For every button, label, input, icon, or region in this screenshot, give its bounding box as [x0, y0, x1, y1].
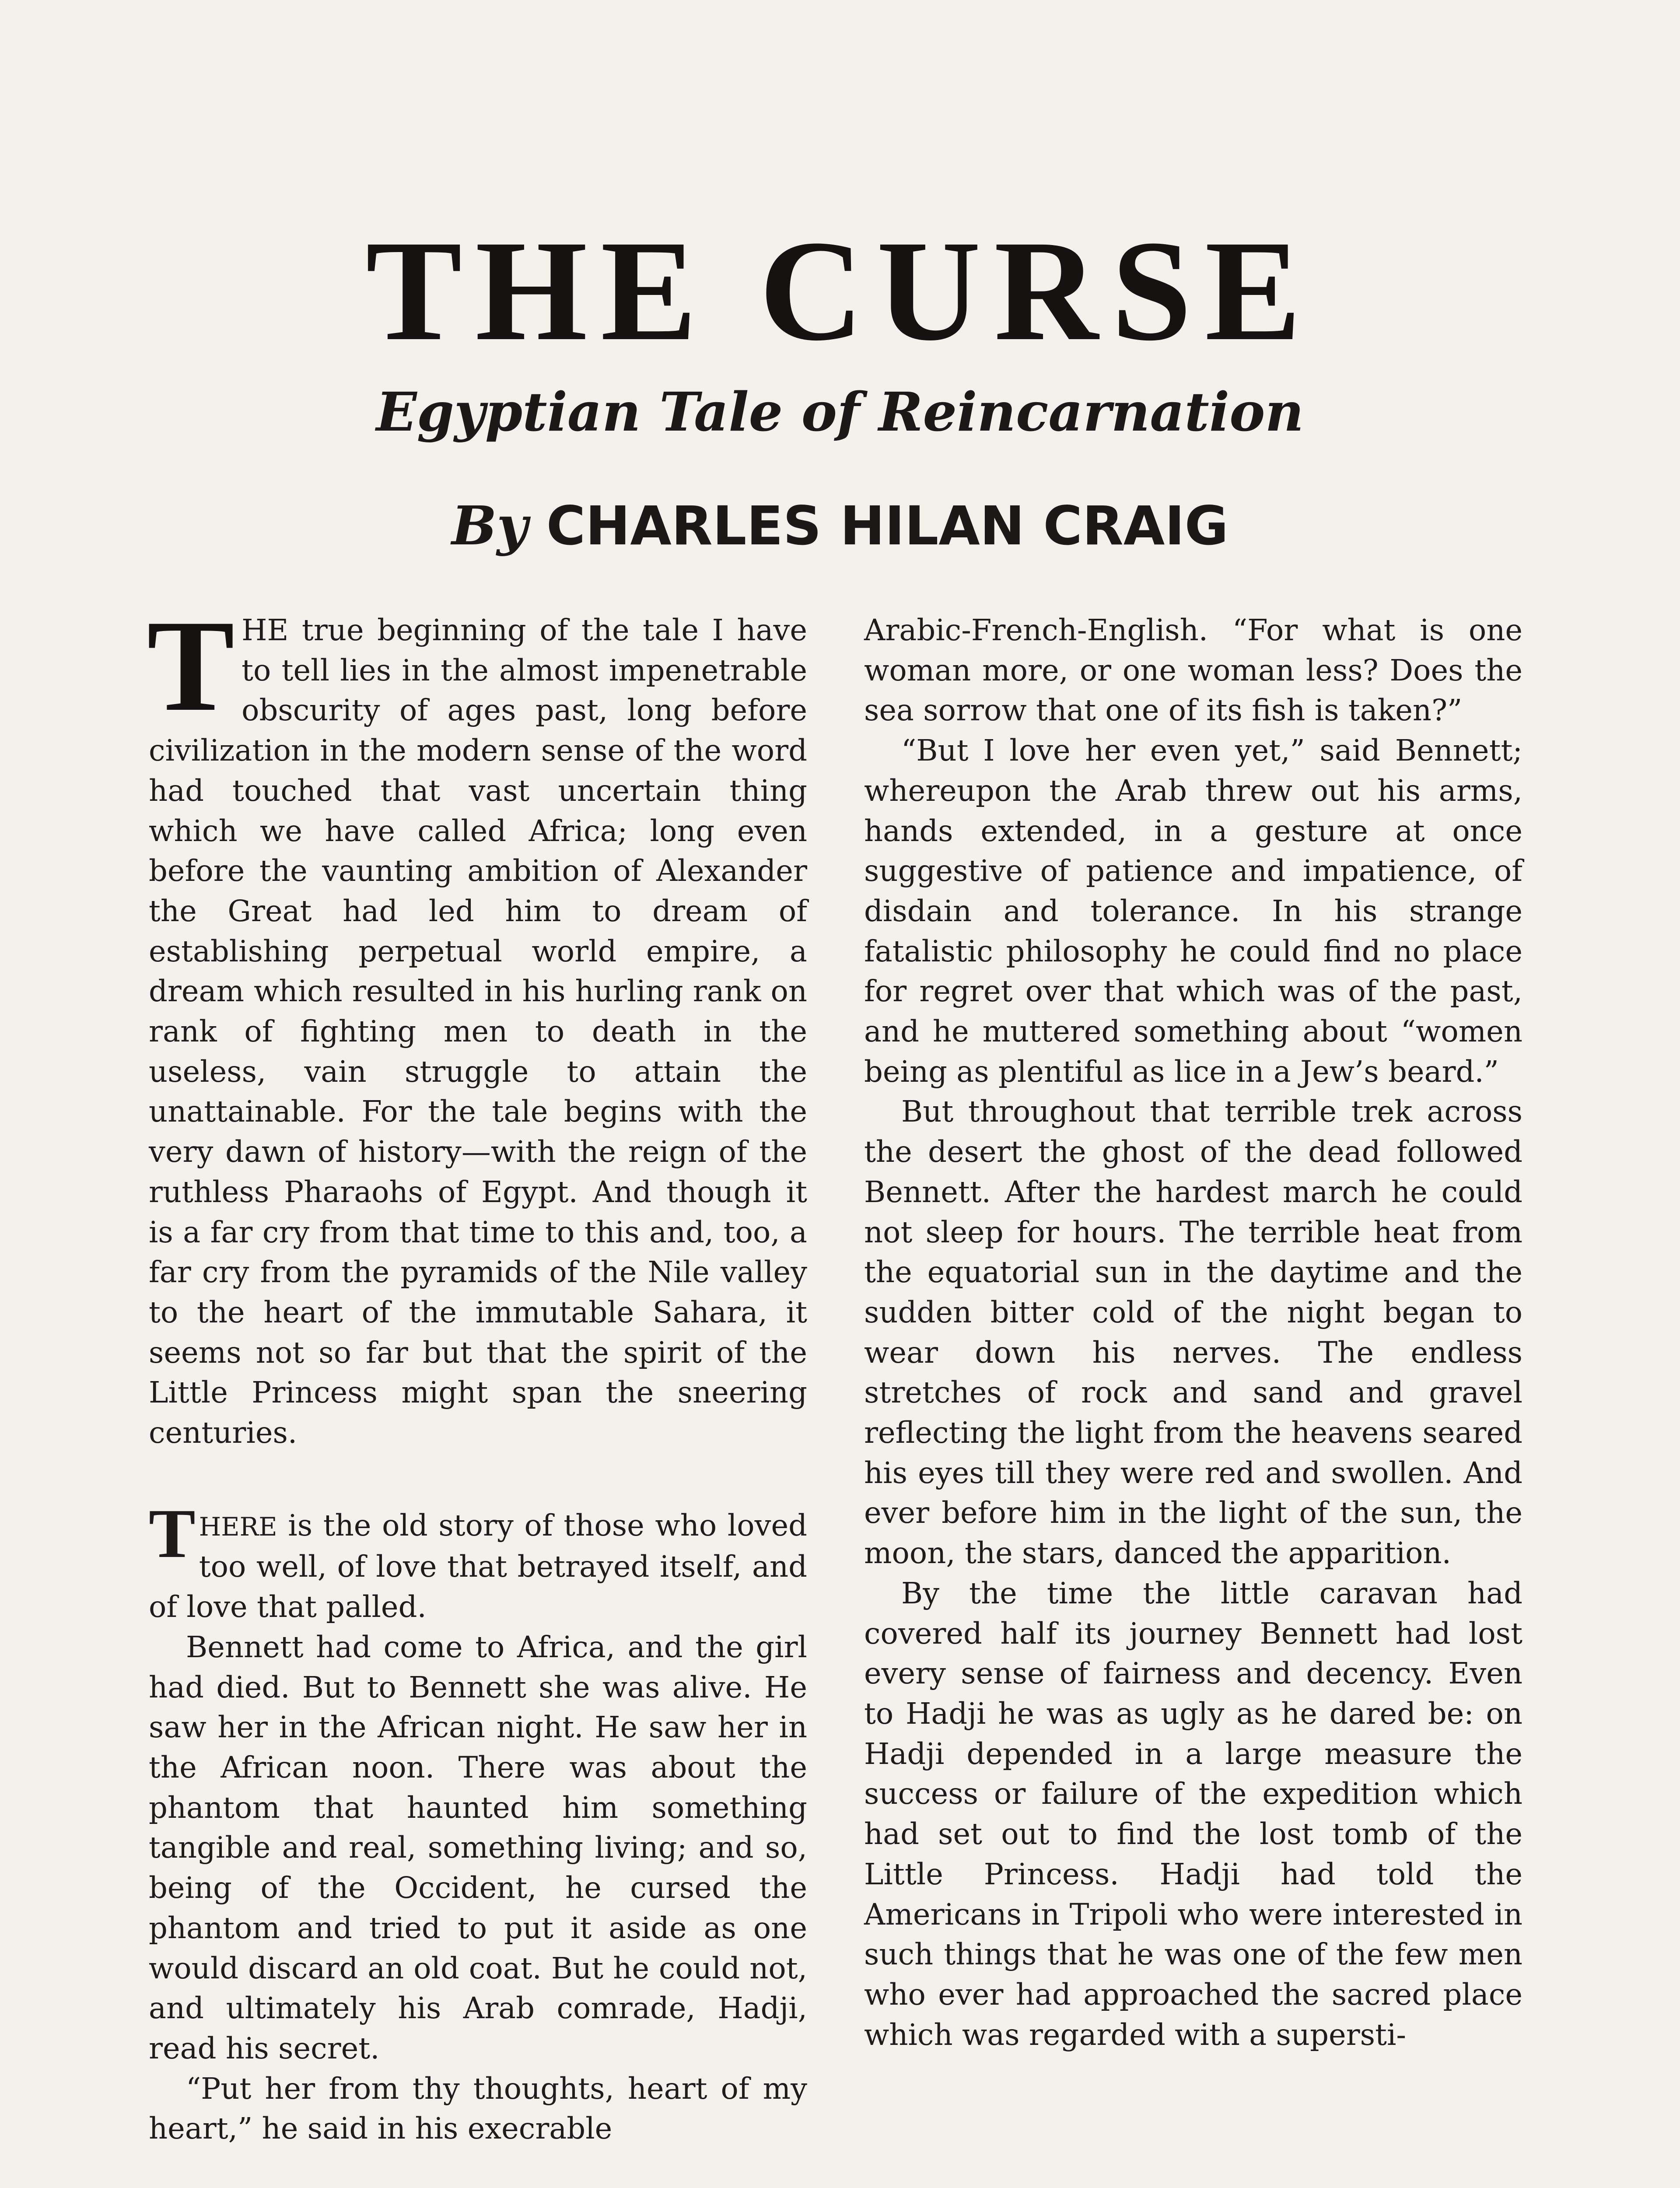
drop-cap: T [147, 593, 235, 738]
section-smallcaps: HERE [199, 1511, 277, 1542]
article-subtitle: Egyptian Tale of Reincarnation [376, 380, 1304, 443]
paragraph: Bennett had come to Africa, and the girl had died. But to Bennett she was alive. He saw her in the African night. He saw her in the African noon. There was about the phantom that haunted him something tangible and real, something living; and so, being of the Occident, he cursed the phantom and tried to put it aside as one would discard an old coat. But he could not, and ultimately his Arab comrade, Hadji, read his secret. [149, 1630, 807, 2065]
paragraph: By the time the little caravan had covered half its journey Bennett had lost every sense of fairness and decency. Even to Hadji he was as ugly as he dared be: on Hadji depended in a large measure the success or failure of the expedition which had set out to find the lost tomb of the Little Princess. Hadji had told the Americans in Tripoli who were interested in such things that he was one of the few men who ever had approached the sacred place which was regarded with a supersti- [864, 1576, 1522, 2052]
opening-paragraph-text: HE true beginning of the tale I have to tell lies in the almost impenetrable obscurity of ages past, long before civilization in the modern sense of the word had touched that vast uncertain thing which we have called Africa; long even before the vaunting ambition of Alexander the Great had led him to dream of establishing perpetual world empire, a dream which resulted in his hurling rank on rank of fighting men to death in the useless, vain struggle to attain the unattainable. For the tale begins with the very dawn of history—with the reign of the ruthless Pharaohs of Egypt. And though it is a far cry from that time to this and, too, a far cry from the pyramids of the Nile valley to the heart of the immutable Sahara, it seems not so far but that the spirit of the Little Princess might span the sneering centuries. [149, 613, 807, 1450]
section-paragraph-text: is the old story of those who loved too well, of love that betrayed itself, and of love that palled. [149, 1508, 807, 1624]
paragraph: “Put her from thy thoughts, heart of my heart,” he said in his execrable [149, 2071, 807, 2146]
paragraph: Arabic-French-English. “For what is one woman more, or one woman less? Does the sea sorrow that one of its fish is taken?” [864, 613, 1522, 728]
paragraph: But throughout that terrible trek across the desert the ghost of the dead followed Bennett. After the hardest march he could not sleep for hours. The terrible heat from the equatorial sun in the daytime and the sudden bitter cold of the night began to wear down his nerves. The endless stretches of rock and sand and gravel reflecting the light from the heavens seared his eyes till they were red and swollen. And ever before him in the light of the sun, the moon, the stars, danced the apparition. [864, 1094, 1522, 1571]
section-paragraph [149, 1494, 807, 1627]
byline [0, 494, 1680, 557]
left-column [147, 593, 807, 2149]
article-title: THE CURSE [366, 211, 1314, 371]
right-column [864, 610, 1522, 2055]
section-drop-cap: T [149, 1494, 196, 1572]
byline-prefix: By [452, 494, 528, 557]
author-name: CHARLES HILAN CRAIG [546, 495, 1228, 557]
paragraph: “But I love her even yet,” said Bennett; whereupon the Arab threw out his arms, hands extended, in a gesture at once suggestive of patience and impatience, of disdain and tolerance. In his strange fatalistic philosophy he could find no place for regret over that which was of the past, and he muttered something about “women being as plentiful as lice in a Jew’s beard.” [864, 733, 1522, 1089]
section-break [149, 1453, 807, 1506]
opening-paragraph [147, 593, 807, 1453]
